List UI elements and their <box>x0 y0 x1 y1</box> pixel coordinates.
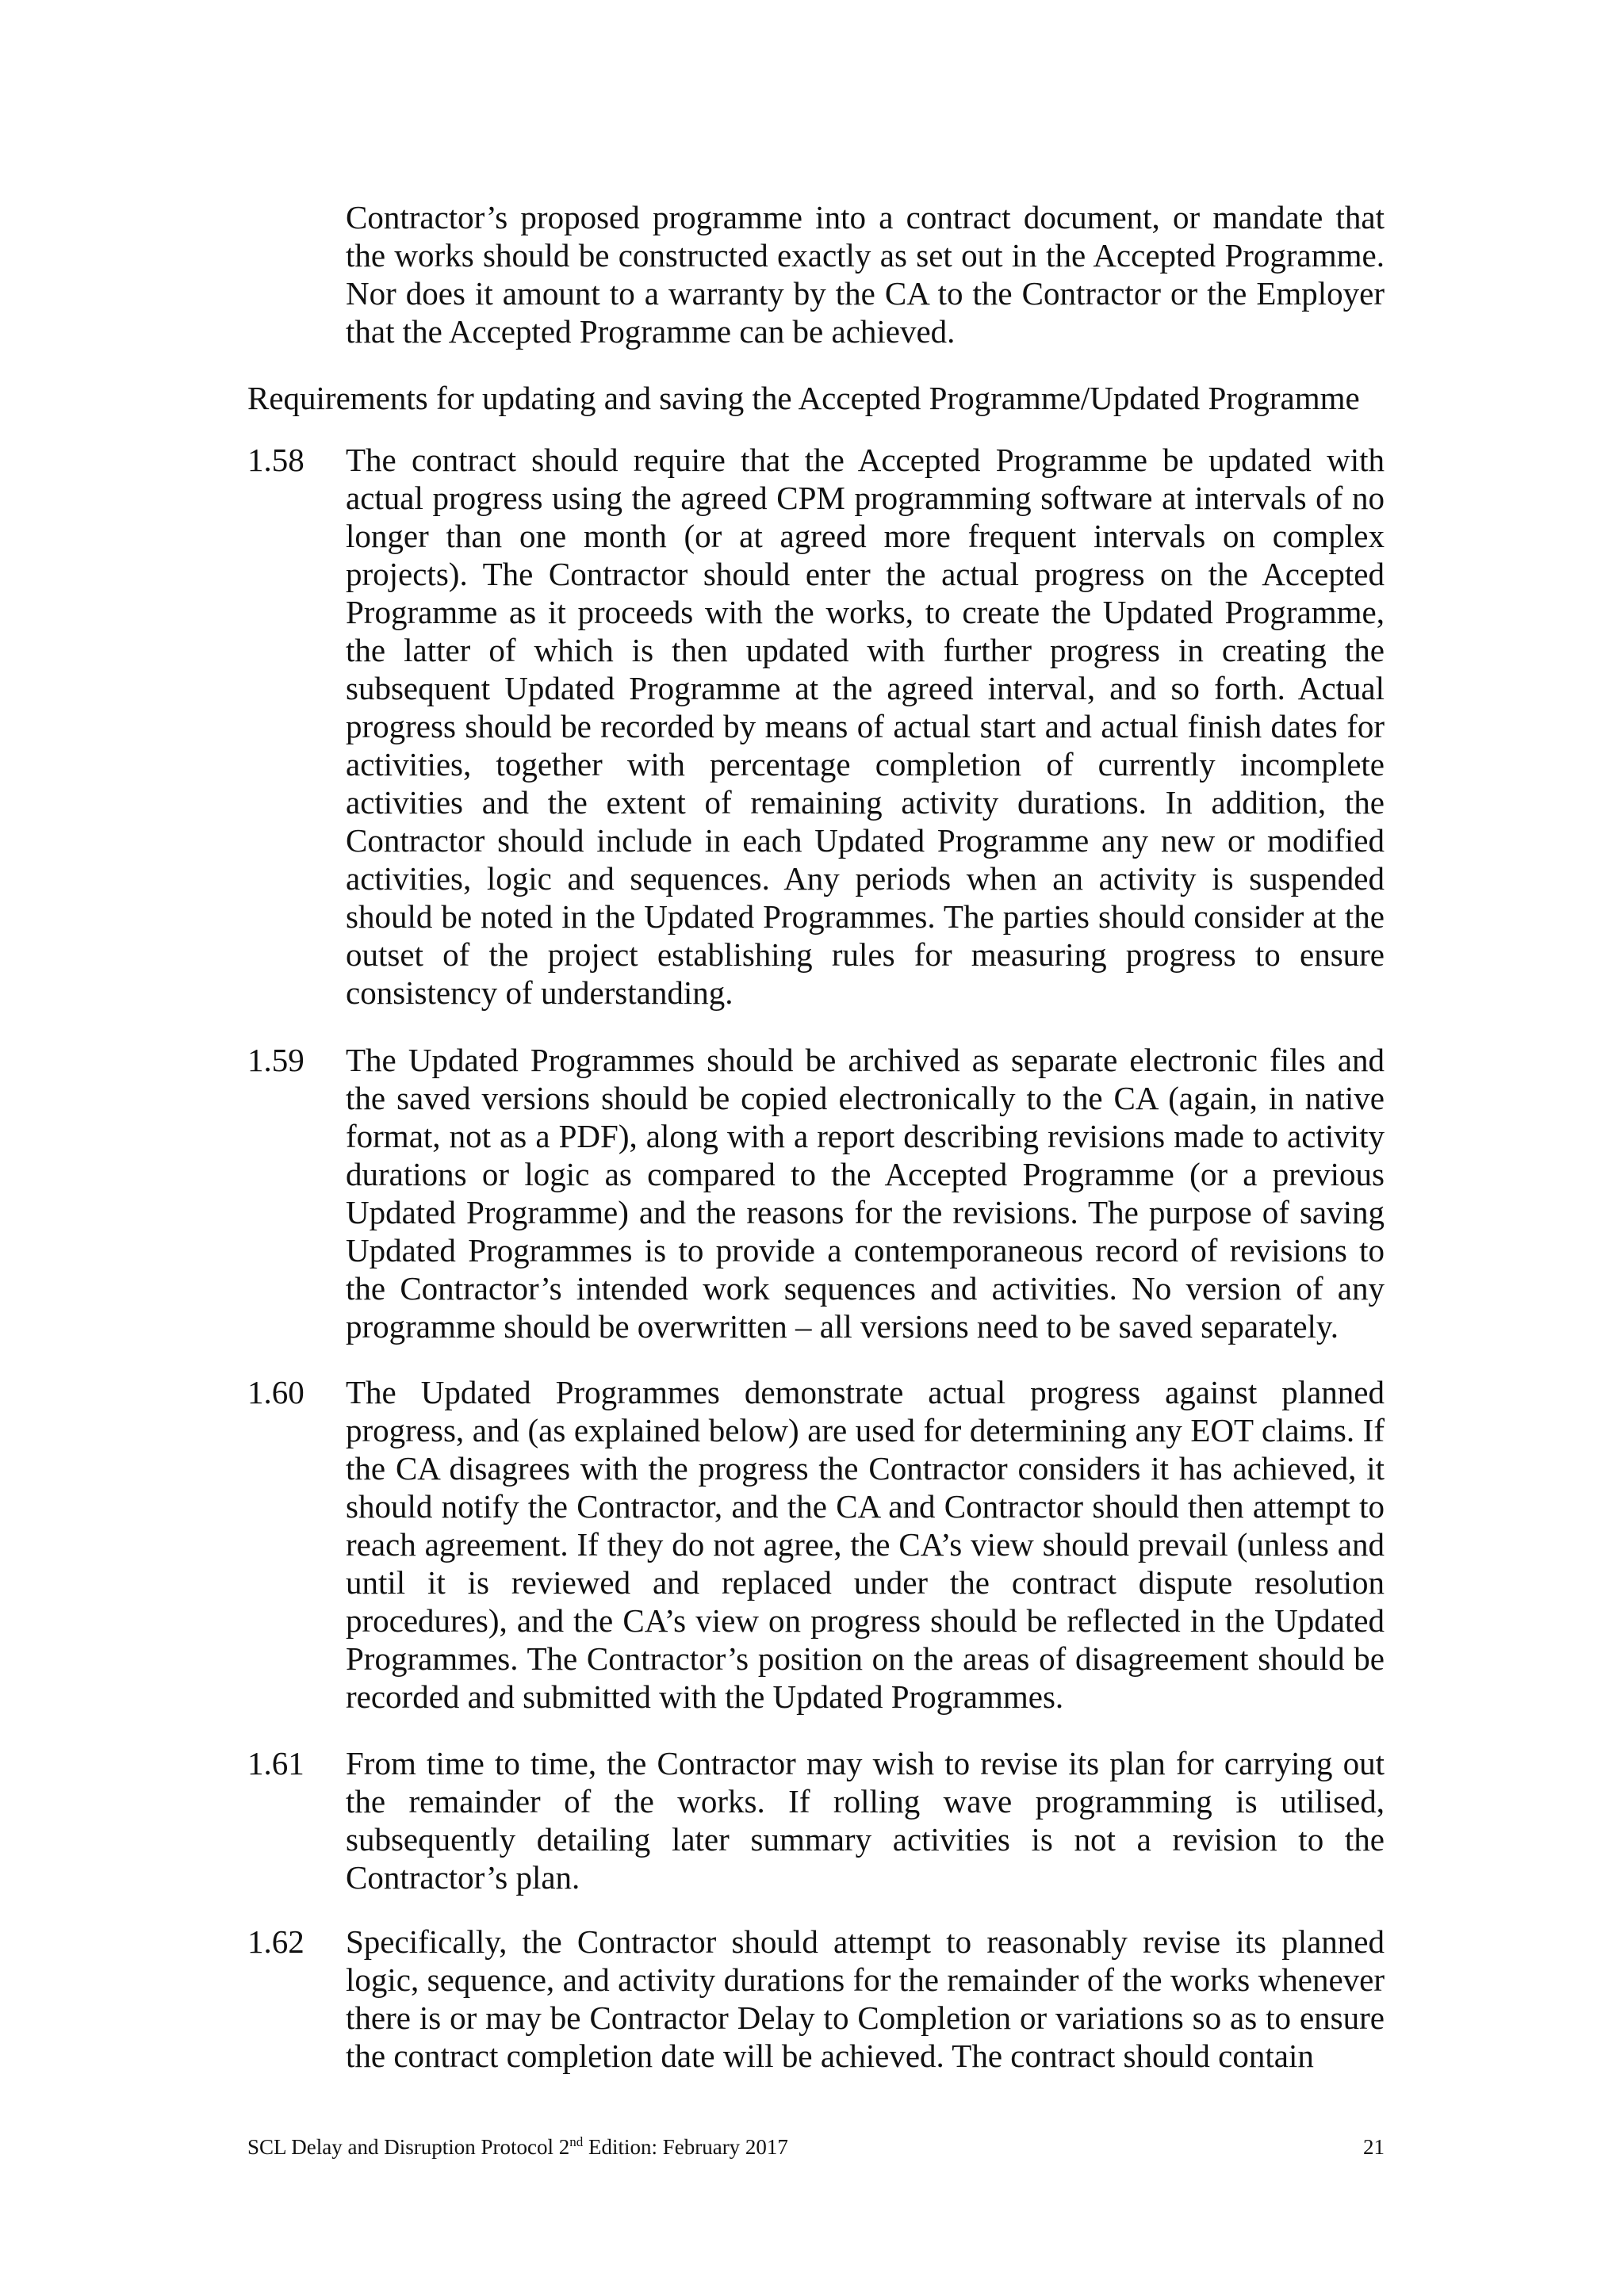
paragraph-1-62 <box>247 1923 1385 2075</box>
paragraph-text: The Updated Programmes should be archived as separate electronic files and the saved versions should be copied electronically to the CA (again, in native format, not as a PDF), along with a report describing revisions made to activity durations or logic as compared to the Accepted Programme (or a previous Updated Programme) and the reasons for the revisions. The purpose of saving Updated Programmes is to provide a contemporaneous record of revisions to the Contractor’s intended work sequences and activities. No version of any programme should be overwritten – all versions need to be saved separately. <box>346 1042 1385 1345</box>
paragraph-1-61 <box>247 1744 1385 1896</box>
paragraph-number: 1.60 <box>247 1374 304 1410</box>
section-subheading: Requirements for updating and saving the Accepted Programme/Updated Programme <box>247 380 1360 416</box>
paragraph-text: The contract should require that the Accepted Programme be updated with actual progress using the agreed CPM programming software at intervals of no longer than one month (or at agreed more frequent intervals on complex projects). The Contractor should enter the actual progress on the Accepted Programme as it proceeds with the works, to create the Updated Programme, the latter of which is then updated with further progress in creating the subsequent Updated Programme at the agreed interval, and so forth. Actual progress should be recorded by means of actual start and actual finish dates for activities, together with percentage completion of currently incomplete activities and the extent of remaining activity durations. In addition, the Contractor should include in each Updated Programme any new or modified activities, logic and sequences. Any periods when an activity is suspended should be noted in the Updated Programmes. The parties should consider at the outset of the project establishing rules for measuring progress to ensure consistency of understanding. <box>346 442 1385 1011</box>
paragraph-1-58 <box>247 441 1385 1012</box>
paragraph-text: From time to time, the Contractor may wish to revise its plan for carrying out the remainder of the works. If rolling wave programming is utilised, subsequently detailing later summary activities is not a revision to the Contractor’s plan. <box>346 1745 1385 1896</box>
paragraph-number: 1.61 <box>247 1745 304 1781</box>
paragraph-1-59 <box>247 1041 1385 1345</box>
footer-document-title: SCL Delay and Disruption Protocol 2nd Edition: February 2017 <box>247 2134 788 2159</box>
paragraph-number: 1.58 <box>247 442 304 478</box>
continuation-text: Contractor’s proposed programme into a contract document, or mandate that the works should be constructed exactly as set out in the Accepted Programme. Nor does it amount to a warranty by the CA to the Contractor or the Employer that the Accepted Programme can be achieved. <box>346 199 1385 350</box>
paragraph-number: 1.59 <box>247 1042 304 1078</box>
paragraph-number: 1.62 <box>247 1923 304 1960</box>
paragraph-text: Specifically, the Contractor should attempt to reasonably revise its planned logic, sequence, and activity durations for the remainder of the works whenever there is or may be Contractor Delay to Completion or variations so as to ensure the contract completion date will be achieved. The contract should contain <box>346 1923 1385 2074</box>
paragraph-text: The Updated Programmes demonstrate actual progress against planned progress, and (as explained below) are used for determining any EOT claims. If the CA disagrees with the progress the Contractor considers it has achieved, it should notify the Contractor, and the CA and Contractor should then attempt to reach agreement. If they do not agree, the CA’s view should prevail (unless and until it is reviewed and replaced under the contract dispute resolution procedures), and the CA’s view on progress should be reflected in the Updated Programmes. The Contractor’s position on the areas of disagreement should be recorded and submitted with the Updated Programmes. <box>346 1374 1385 1715</box>
footer-page-number: 21 <box>1363 2135 1385 2159</box>
paragraph-1-60 <box>247 1373 1385 1716</box>
